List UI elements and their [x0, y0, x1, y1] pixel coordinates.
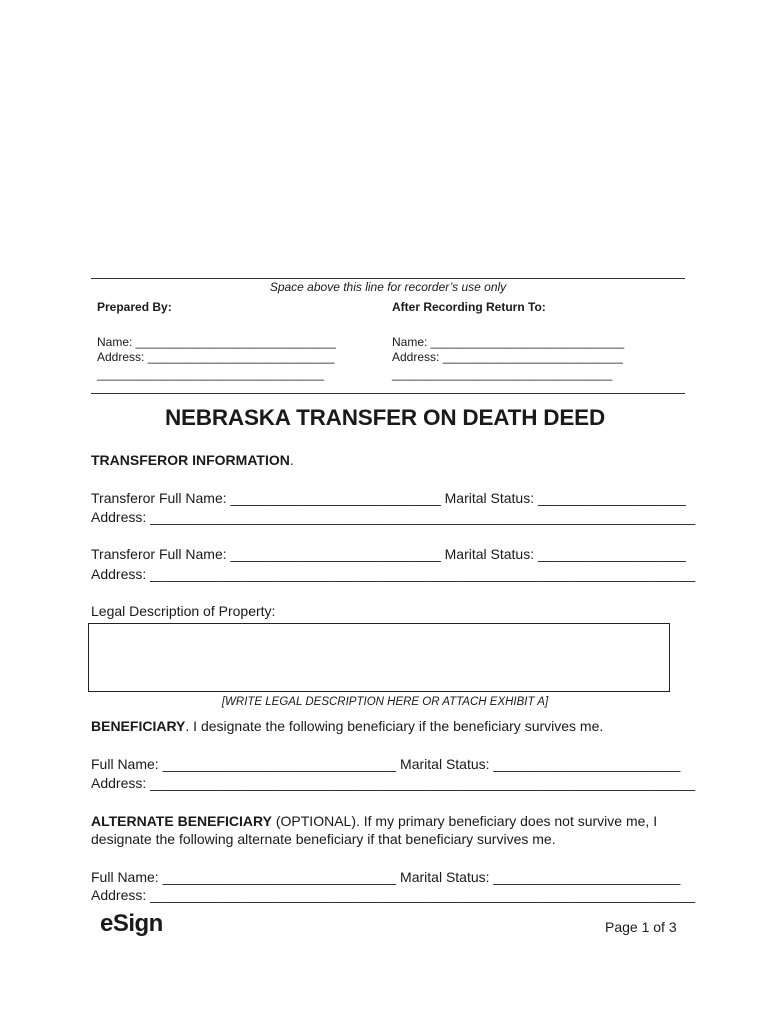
legal-description-label: Legal Description of Property: [91, 603, 276, 619]
header-bottom-line [91, 393, 685, 394]
beneficiary-address-field[interactable]: Address: ______________________________________________________________________ [91, 775, 696, 791]
legal-description-caption: [WRITE LEGAL DESCRIPTION HERE OR ATTACH EXHIBIT A] [221, 696, 549, 708]
alternate-beneficiary-text-2: designate the following alternate beneficiary if that beneficiary survives me. [91, 831, 556, 847]
return-to-name-field[interactable]: Name: _____________________________ [392, 335, 625, 349]
return-to-address-field[interactable]: Address: ___________________________ [392, 350, 623, 364]
prepared-by-name-field[interactable]: Name: ______________________________ [97, 335, 336, 349]
legal-description-box[interactable] [88, 623, 670, 692]
transferor-heading-suffix: . [289, 452, 294, 468]
beneficiary-text: . I designate the following beneficiary if the beneficiary survives me. [185, 718, 604, 734]
prepared-by-address-field[interactable]: Address: ____________________________ [97, 350, 335, 364]
recorder-line [91, 278, 685, 279]
page-number: Page 1 of 3 [605, 919, 677, 935]
return-to-heading: After Recording Return To: [392, 300, 546, 314]
alternate-beneficiary-heading: ALTERNATE BENEFICIARY [91, 813, 272, 829]
esign-logo: eSign [100, 910, 163, 937]
document-title: NEBRASKA TRANSFER ON DEATH DEED [164, 405, 606, 430]
prepared-by-heading: Prepared By: [97, 300, 172, 314]
transferor-1-name-field[interactable]: Transferor Full Name: ___________________________ Marital Status: ___________________ [91, 490, 686, 506]
prepared-by-address-extra-field[interactable]: __________________________________ [97, 367, 324, 381]
alternate-beneficiary-name-field[interactable]: Full Name: ______________________________ Marital Status: ________________________ [91, 869, 681, 885]
transferor-heading-line [91, 452, 294, 468]
transferor-1-address-field[interactable]: Address: ______________________________________________________________________ [91, 509, 696, 525]
alternate-beneficiary-intro [91, 813, 657, 829]
alternate-beneficiary-address-field[interactable]: Address: ______________________________________________________________________ [91, 887, 696, 903]
return-to-address-extra-field[interactable]: _________________________________ [392, 367, 613, 381]
beneficiary-heading: BENEFICIARY [91, 718, 186, 734]
transferor-2-name-field[interactable]: Transferor Full Name: ___________________________ Marital Status: ___________________ [91, 546, 686, 562]
recorder-note: Space above this line for recorder’s use only [269, 280, 507, 294]
transferor-2-address-field[interactable]: Address: ______________________________________________________________________ [91, 566, 696, 582]
alternate-beneficiary-text-1: (OPTIONAL). If my primary beneficiary does not survive me, I [271, 813, 658, 829]
transferor-heading: TRANSFEROR INFORMATION [91, 452, 290, 468]
beneficiary-intro [91, 718, 603, 734]
beneficiary-name-field[interactable]: Full Name: ______________________________ Marital Status: ________________________ [91, 756, 681, 772]
